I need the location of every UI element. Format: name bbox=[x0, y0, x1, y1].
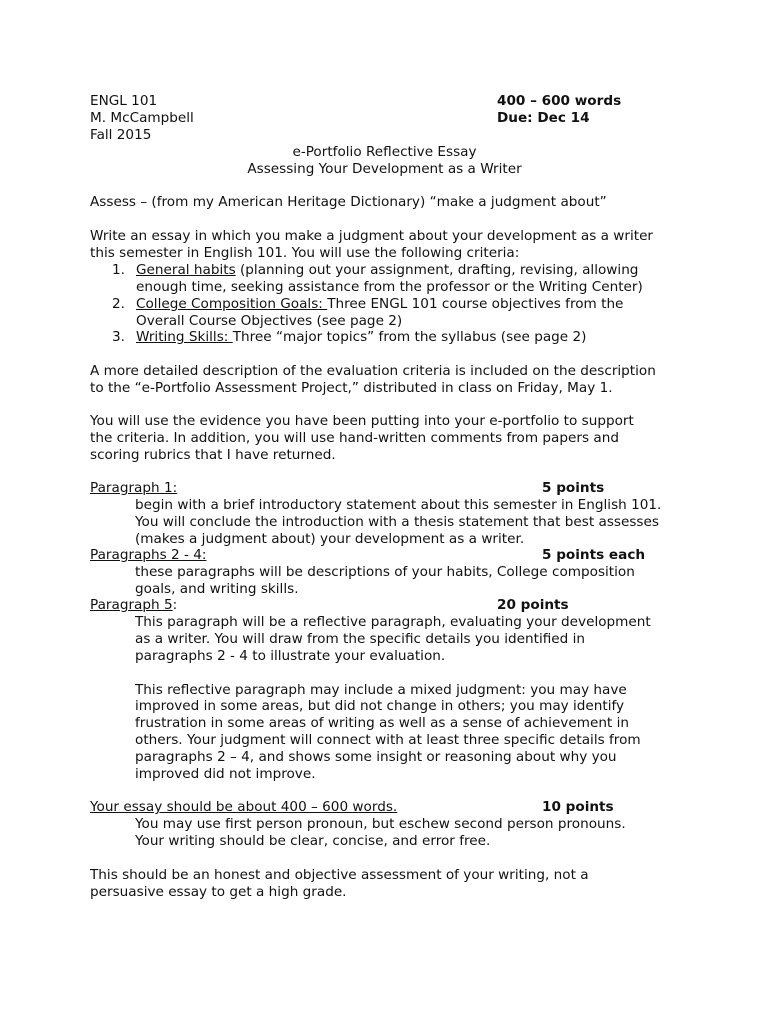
criteria-number: 3. bbox=[112, 329, 125, 346]
due-date: Due: Dec 14 bbox=[497, 110, 590, 126]
criteria-label: General habits bbox=[136, 261, 236, 278]
paragraph1-points: 5 points bbox=[542, 480, 605, 496]
intro-line-1: Write an essay in which you make a judgment about your development as a writer bbox=[90, 228, 654, 244]
paragraph1-line-3: (makes a judgment about) your development as a writer. bbox=[135, 530, 525, 547]
paragraph5-line-a1: This paragraph will be a reflective paragraph, evaluating your development bbox=[135, 613, 651, 630]
criteria-list bbox=[90, 262, 690, 347]
criteria-text-cont: enough time, seeking assistance from the professor or the Writing Center) bbox=[136, 278, 643, 295]
title-line-1: e-Portfolio Reflective Essay bbox=[292, 144, 477, 160]
paragraph5-line-b3: frustration in some areas of writing as well as a sense of achievement in bbox=[135, 715, 629, 732]
term: Fall 2015 bbox=[90, 126, 152, 143]
criteria-item bbox=[90, 262, 690, 296]
closing-line-2: persuasive essay to get a high grade. bbox=[90, 883, 347, 900]
paragraph5-line-b6: improved did not improve. bbox=[135, 766, 316, 783]
criteria-label: College Composition Goals: bbox=[136, 295, 328, 312]
criteria-text: Three “major topics” from the syllabus (see page 2) bbox=[232, 329, 587, 346]
criteria-number: 2. bbox=[112, 295, 125, 312]
course-name: ENGL 101 bbox=[90, 93, 158, 109]
intro-section bbox=[90, 228, 690, 346]
closing-line-1: This should be an honest and objective assessment of your writing, not a bbox=[90, 867, 589, 883]
length-points: 10 points bbox=[542, 799, 614, 815]
definition-text: Assess – (from my American Heritage Dictionary) “make a judgment about” bbox=[90, 194, 607, 210]
paragraph5-line-a3: paragraphs 2 - 4 to illustrate your evaluation. bbox=[135, 647, 446, 664]
instructor-name: M. McCampbell bbox=[90, 109, 194, 126]
paragraph5-label: Paragraph 5 bbox=[90, 597, 173, 613]
length-label: Your essay should be about 400 – 600 words. bbox=[90, 799, 398, 815]
evaluation-line-2: to the “e-Portfolio Assessment Project,” distributed in class on Friday, May 1. bbox=[90, 379, 613, 396]
evidence-note bbox=[90, 413, 690, 464]
paragraph5-colon: : bbox=[172, 597, 178, 613]
evaluation-line-1: A more detailed description of the evaluation criteria is included on the description bbox=[90, 363, 656, 379]
paragraph5-line-a2: as a writer. You will draw from the specific details you identified in bbox=[135, 630, 585, 647]
definition bbox=[90, 194, 690, 211]
word-count: 400 – 600 words bbox=[497, 93, 622, 109]
paragraph1-line-2: You will conclude the introduction with a thesis statement that best assesses bbox=[135, 513, 659, 530]
title-line-2: Assessing Your Development as a Writer bbox=[247, 160, 522, 177]
paragraph5-line-b4: others. Your judgment will connect with at least three specific details from bbox=[135, 732, 641, 749]
paragraph5-section bbox=[90, 597, 690, 783]
criteria-text: (planning out your assignment, drafting, revising, allowing bbox=[235, 261, 639, 278]
criteria-text: Three ENGL 101 course objectives from the bbox=[327, 295, 624, 312]
closing-note bbox=[90, 867, 690, 901]
criteria-label: Writing Skills: bbox=[136, 329, 233, 346]
evidence-line-3: scoring rubrics that I have returned. bbox=[90, 446, 336, 463]
criteria-item bbox=[90, 329, 690, 346]
document-title bbox=[90, 144, 679, 178]
paragraph1-label: Paragraph 1: bbox=[90, 480, 178, 496]
criteria-text-cont: Overall Course Objectives (see page 2) bbox=[136, 312, 403, 329]
evaluation-note bbox=[90, 363, 690, 397]
intro-line-2: this semester in English 101. You will use the following criteria: bbox=[90, 244, 520, 261]
length-line-1: You may use first person pronoun, but eschew second person pronouns. bbox=[135, 815, 626, 832]
paragraphs2-4-points: 5 points each bbox=[542, 547, 646, 563]
evidence-line-1: You will use the evidence you have been putting into your e-portfolio to support bbox=[90, 413, 634, 429]
evidence-line-2: the criteria. In addition, you will use hand-written comments from papers and bbox=[90, 429, 619, 446]
paragraphs2-4-line-1: these paragraphs will be descriptions of your habits, College composition bbox=[135, 563, 635, 580]
paragraph5-line-b5: paragraphs 2 – 4, and shows some insight or reasoning about why you bbox=[135, 749, 617, 766]
length-line-2: Your writing should be clear, concise, and error free. bbox=[135, 832, 491, 849]
paragraphs2-4-label: Paragraphs 2 - 4: bbox=[90, 547, 207, 563]
criteria-item bbox=[90, 296, 690, 330]
paragraph5-line-b2: improved in some areas, but did not change in others; you may identify bbox=[135, 698, 625, 715]
paragraph5-points: 20 points bbox=[497, 597, 569, 613]
paragraphs2-4-line-2: goals, and writing skills. bbox=[135, 580, 299, 597]
paragraph1-line-1: begin with a brief introductory statement about this semester in English 101. bbox=[135, 496, 662, 513]
paragraph5-line-b1: This reflective paragraph may include a mixed judgment: you may have bbox=[135, 681, 627, 698]
criteria-number: 1. bbox=[112, 261, 125, 278]
